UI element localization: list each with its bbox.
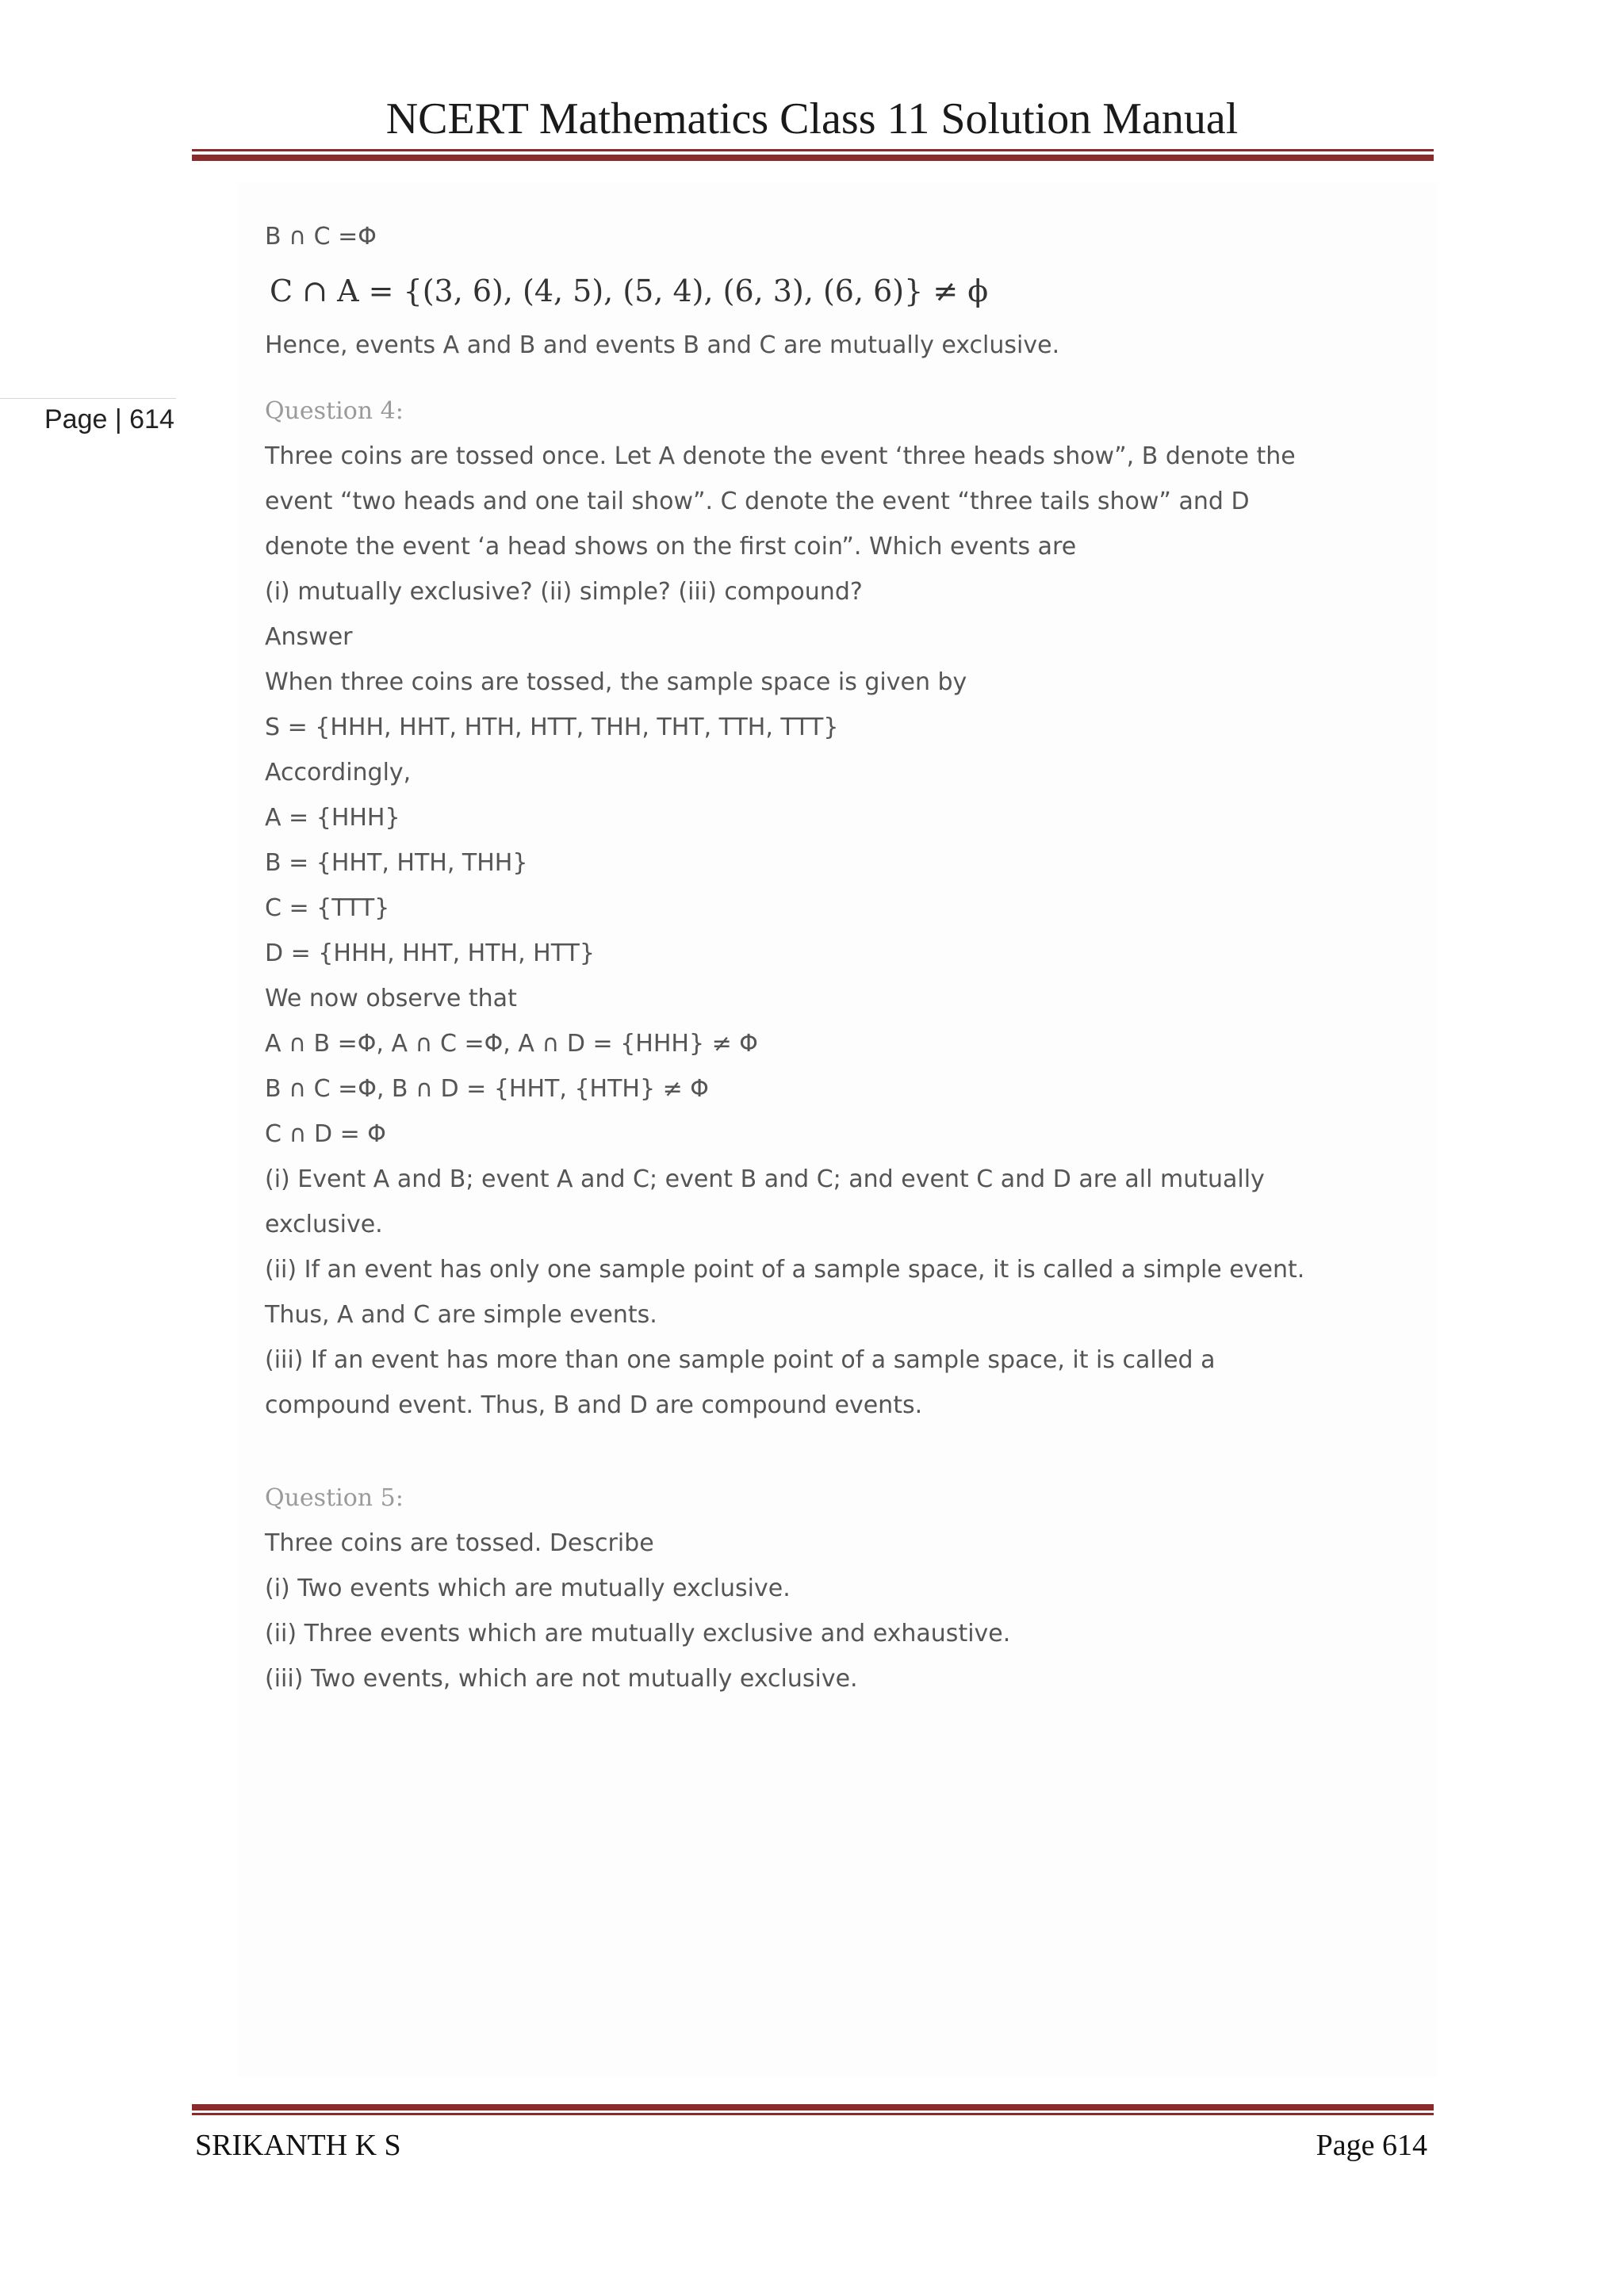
question-text-line: Three coins are tossed once. Let A denote the event ‘three heads show”, B denote the — [265, 442, 1296, 470]
answer-text-line: B ∩ C =Φ, B ∩ D = {HHT, {HTH} ≠ Φ — [265, 1075, 709, 1103]
answer-text-line: compound event. Thus, B and D are compound events. — [265, 1391, 923, 1419]
set-intersection-line: B ∩ C =Φ — [265, 223, 377, 251]
page-header-title: NCERT Mathematics Class 11 Solution Manual — [385, 94, 1239, 144]
question-5-heading: Question 5: — [265, 1484, 404, 1512]
answer-text-line: S = {HHH, HHT, HTH, HTT, THH, THT, TTH, TTT} — [265, 714, 839, 741]
answer-text-line: We now observe that — [265, 985, 517, 1012]
margin-divider — [0, 398, 176, 399]
answer-text-line: B = {HHT, HTH, THH} — [265, 849, 528, 877]
question-5-text — [265, 1521, 1407, 1701]
header-rule-thin — [192, 149, 1434, 151]
footer-author: SRIKANTH K S — [195, 2129, 401, 2162]
answer-text-line: (i) Event A and B; event A and C; event B and C; and event C and D are all mutually — [265, 1165, 1265, 1193]
answer-text-line: Accordingly, — [265, 759, 412, 786]
question-4-heading: Question 4: — [265, 397, 404, 425]
answer-text-line: (ii) If an event has only one sample point of a sample space, it is called a simple event. — [265, 1256, 1305, 1284]
answer-text-line: When three coins are tossed, the sample space is given by — [265, 668, 967, 696]
header-rule-thick — [192, 155, 1434, 161]
answer-text-line: Thus, A and C are simple events. — [265, 1301, 657, 1329]
footer-rule-thick — [192, 2104, 1434, 2110]
question-text-line: (ii) Three events which are mutually exclusive and exhaustive. — [265, 1620, 1011, 1647]
question-text-line: event “two heads and one tail show”. C denote the event “three tails show” and D — [265, 488, 1250, 515]
answer-text-line: C ∩ D = Φ — [265, 1120, 386, 1148]
question-text-line: (i) mutually exclusive? (ii) simple? (iii) compound? — [265, 578, 863, 606]
answer-text-line: A = {HHH} — [265, 804, 400, 832]
footer-page-number: Page 614 — [1316, 2129, 1427, 2162]
question-4-text — [265, 434, 1407, 614]
question-text-line: (i) Two events which are mutually exclusive. — [265, 1575, 791, 1602]
math-equation: C ∩ A = {(3, 6), (4, 5), (5, 4), (6, 3), (6, 6)} ≠ ϕ — [270, 274, 989, 308]
answer-label: Answer — [265, 623, 353, 651]
margin-page-number: Page | 614 — [44, 404, 174, 434]
answer-text-line: (iii) If an event has more than one sample point of a sample space, it is called a — [265, 1346, 1216, 1374]
document-body — [265, 214, 1407, 1701]
question-text-line: denote the event ‘a head shows on the first coin”. Which events are — [265, 533, 1077, 561]
question-4-answer — [265, 660, 1407, 1428]
answer-text-line: exclusive. — [265, 1211, 383, 1238]
question-text-line: Three coins are tossed. Describe — [265, 1529, 654, 1557]
answer-text-line: A ∩ B =Φ, A ∩ C =Φ, A ∩ D = {HHH} ≠ Φ — [265, 1030, 758, 1058]
conclusion-line: Hence, events A and B and events B and C are mutually exclusive. — [265, 331, 1060, 359]
answer-text-line: D = {HHH, HHT, HTH, HTT} — [265, 939, 595, 967]
question-text-line: (iii) Two events, which are not mutually exclusive. — [265, 1665, 858, 1693]
footer-rule-thin — [192, 2113, 1434, 2115]
answer-text-line: C = {TTT} — [265, 894, 390, 922]
